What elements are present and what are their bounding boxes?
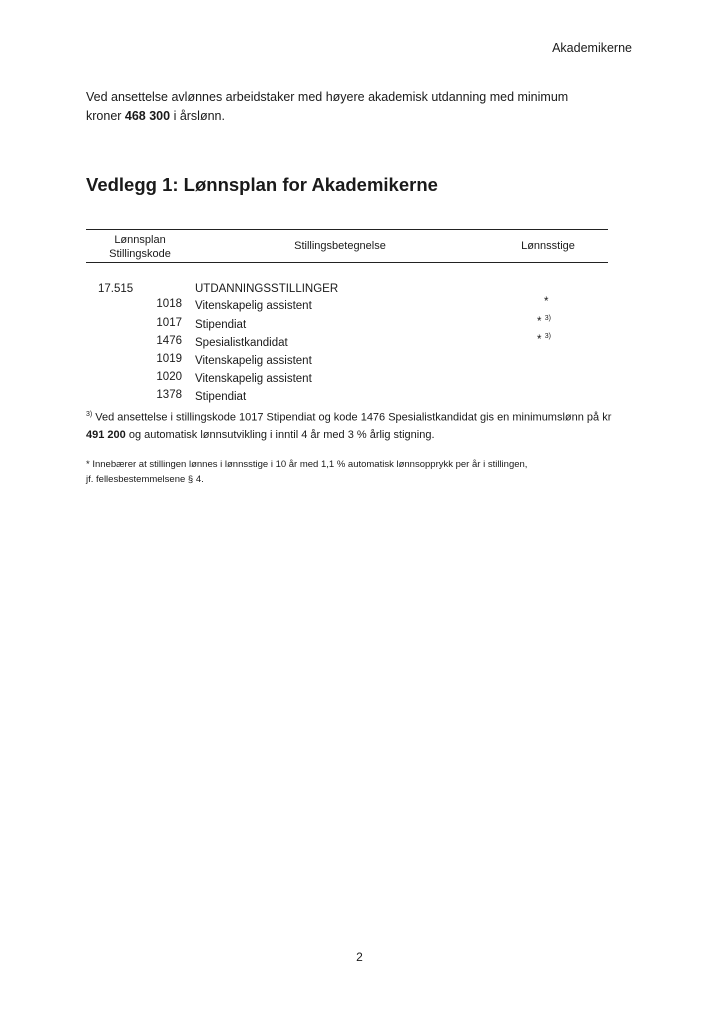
intro-amount: 468 300 [124,109,171,123]
footnote-3-marker: 3) [86,411,93,418]
footnote-star [86,457,606,487]
row-stige-mark: * [537,315,542,328]
row-stige: * [544,296,549,308]
row-title: Stipendiat [195,391,247,403]
row-title: Vitenskapelig assistent [195,373,312,385]
row-code: 1017 [156,317,182,329]
row-code: 1019 [156,353,182,365]
row-stige-mark: * [537,333,542,346]
row-title: Vitenskapelig assistent [195,355,312,367]
table-header-rule [86,262,608,263]
row-stige-note: 3) [544,315,551,322]
row-title: Stipendiat [195,319,247,331]
row-code: 1378 [156,389,182,401]
table-top-rule [86,229,608,230]
row-stige-note: 3) [544,333,551,340]
footnote-3-text: Ved ansettelse i stillingskode 1017 Stipendiat og kode 1476 Spesialistkandidat gis en minimumslønn på kr [92,411,612,424]
row-title: Vitenskapelig assistent [195,300,312,312]
footnote-star-line2: jf. fellesbestemmelsene § 4. [86,474,204,485]
header-stige: Lønnsstige [521,240,575,252]
row-stige [537,333,551,346]
header-plan-line1: Lønnsplan [114,234,166,246]
footnote-3-text-end: og automatisk lønnsutvikling i inntil 4 år med 3 % årlig stigning. [125,428,435,441]
header-plan-line2: Stillingskode [109,248,171,260]
footnote-star-line1: * Innebærer at stillingen lønnes i lønnsstige i 10 år med 1,1 % automatisk lønnsopprykk per år i stillingen, [86,459,528,470]
plan-code: 17.515 [98,283,134,295]
page-number: 2 [356,950,363,964]
header-plan-code [94,233,186,261]
footnote-3 [86,406,616,444]
row-title: Spesialistkandidat [195,337,288,349]
page-title: Vedlegg 1: Lønnsplan for Akademikerne [86,174,438,195]
intro-text-end: i årslønn. [170,109,225,123]
intro-paragraph [86,88,606,126]
row-code: 1018 [156,298,182,310]
footnote-3-amount: 491 200 [86,428,126,441]
header-title: Stillingsbetegnelse [294,240,386,252]
header-org: Akademikerne [552,41,632,55]
row-code: 1020 [156,371,182,383]
group-label: UTDANNINGSSTILLINGER [195,283,339,295]
row-code: 1476 [156,335,182,347]
intro-text: Ved ansettelse avlønnes arbeidstaker med høyere akademisk utdanning med minimum kroner [86,90,569,123]
row-stige [537,315,551,328]
